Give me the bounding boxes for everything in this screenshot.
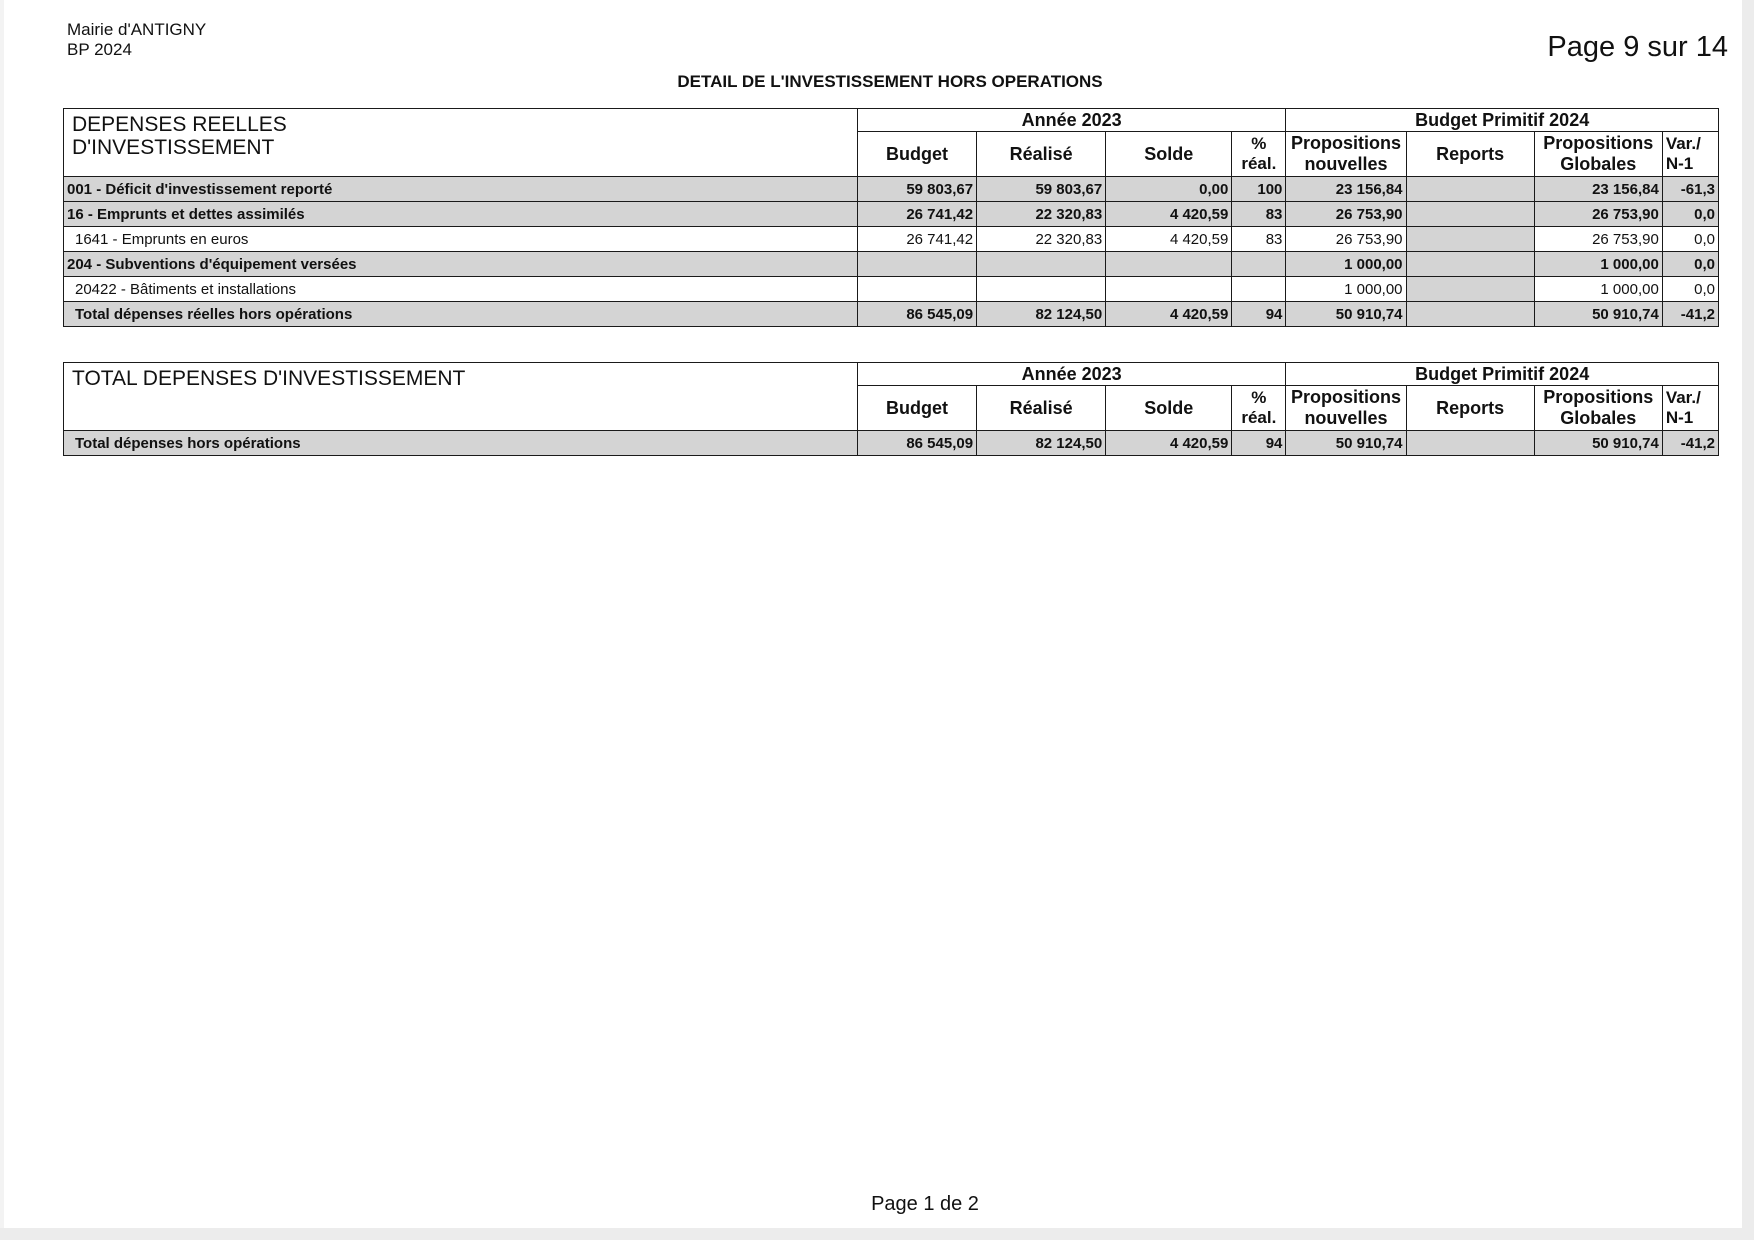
- cell-prop-new: 1 000,00: [1286, 252, 1406, 277]
- cell-var: 0,0: [1662, 227, 1718, 252]
- cell-solde: [1106, 252, 1232, 277]
- row-label: 204 - Subventions d'équipement versées: [64, 252, 858, 277]
- col-header-budget: Budget: [857, 386, 976, 431]
- section-title-line-2: D'INVESTISSEMENT: [72, 136, 275, 159]
- document-name: BP 2024: [67, 40, 132, 59]
- row-label: Total dépenses hors opérations: [64, 431, 858, 456]
- section-title-line-1: DEPENSES REELLES: [72, 113, 287, 136]
- group-header-row: [64, 363, 1719, 386]
- organization-name: Mairie d'ANTIGNY: [67, 20, 207, 39]
- col-header-prop-new-1: Propositions: [1290, 133, 1401, 153]
- cell-prop-glob: 1 000,00: [1534, 252, 1662, 277]
- cell-solde: 4 420,59: [1106, 202, 1232, 227]
- col-header-prop-glob-1: Propositions: [1543, 387, 1654, 407]
- group-header-bp2024: Budget Primitif 2024: [1286, 363, 1719, 386]
- cell-solde: [1106, 277, 1232, 302]
- col-header-prop-glob-2: Globales: [1560, 408, 1637, 428]
- col-header-prop-new: [1286, 132, 1406, 177]
- cell-pct: 94: [1232, 302, 1286, 327]
- table-row: [64, 252, 1719, 277]
- col-header-prop-glob: [1534, 386, 1662, 431]
- cell-prop-new: 1 000,00: [1286, 277, 1406, 302]
- cell-reports: [1406, 227, 1534, 252]
- cell-prop-new: 50 910,74: [1286, 302, 1406, 327]
- cell-budget: 26 741,42: [857, 227, 976, 252]
- scan-edge-left: [0, 0, 4, 1240]
- cell-var: 0,0: [1662, 202, 1718, 227]
- cell-solde: 4 420,59: [1106, 227, 1232, 252]
- cell-prop-glob: 50 910,74: [1534, 302, 1662, 327]
- col-header-realise: Réalisé: [977, 386, 1106, 431]
- cell-prop-new: 23 156,84: [1286, 177, 1406, 202]
- cell-prop-glob: 1 000,00: [1534, 277, 1662, 302]
- cell-budget: [857, 252, 976, 277]
- col-header-prop-new: [1286, 386, 1406, 431]
- cell-realise: [977, 277, 1106, 302]
- col-header-pct-real-1: %: [1251, 388, 1267, 407]
- scan-edge-bottom: [0, 1228, 1754, 1240]
- cell-reports: [1406, 202, 1534, 227]
- col-header-prop-new-2: nouvelles: [1304, 408, 1388, 428]
- cell-pct: 83: [1232, 202, 1286, 227]
- real-expenses-table: [63, 108, 1719, 327]
- col-header-var-1: Var./: [1665, 134, 1701, 153]
- col-header-var-2: N-1: [1665, 154, 1694, 173]
- cell-realise: 82 124,50: [977, 431, 1106, 456]
- cell-reports: [1406, 252, 1534, 277]
- section-title: [64, 109, 858, 177]
- cell-solde: 4 420,59: [1106, 431, 1232, 456]
- section-title: TOTAL DEPENSES D'INVESTISSEMENT: [64, 363, 858, 431]
- cell-var: -41,2: [1662, 302, 1718, 327]
- cell-solde: 0,00: [1106, 177, 1232, 202]
- col-header-pct-real: [1232, 132, 1286, 177]
- total-row: [64, 302, 1719, 327]
- cell-prop-glob: 26 753,90: [1534, 227, 1662, 252]
- col-header-prop-new-1: Propositions: [1290, 387, 1401, 407]
- scan-edge-right: [1742, 0, 1754, 1240]
- row-label: 20422 - Bâtiments et installations: [64, 277, 858, 302]
- col-header-realise: Réalisé: [977, 132, 1106, 177]
- col-header-var: [1662, 386, 1718, 431]
- col-header-prop-glob-1: Propositions: [1543, 133, 1654, 153]
- table-row: [64, 227, 1719, 252]
- page-number: Page 9 sur 14: [1547, 31, 1728, 63]
- cell-realise: 59 803,67: [977, 177, 1106, 202]
- table-row: [64, 277, 1719, 302]
- cell-var: 0,0: [1662, 277, 1718, 302]
- cell-realise: [977, 252, 1106, 277]
- row-label: 1641 - Emprunts en euros: [64, 227, 858, 252]
- cell-prop-glob: 23 156,84: [1534, 177, 1662, 202]
- cell-pct: [1232, 252, 1286, 277]
- cell-var: -61,3: [1662, 177, 1718, 202]
- col-header-var-2: N-1: [1665, 408, 1694, 427]
- cell-reports: [1406, 177, 1534, 202]
- col-header-var-1: Var./: [1665, 388, 1701, 407]
- cell-var: 0,0: [1662, 252, 1718, 277]
- cell-realise: 22 320,83: [977, 202, 1106, 227]
- table-row: [64, 202, 1719, 227]
- cell-budget: 59 803,67: [857, 177, 976, 202]
- cell-pct: 83: [1232, 227, 1286, 252]
- col-header-pct-real-2: réal.: [1241, 154, 1277, 173]
- col-header-var: [1662, 132, 1718, 177]
- cell-prop-glob: 50 910,74: [1534, 431, 1662, 456]
- cell-pct: 94: [1232, 431, 1286, 456]
- cell-reports: [1406, 431, 1534, 456]
- cell-budget: [857, 277, 976, 302]
- col-header-pct-real-1: %: [1251, 134, 1267, 153]
- cell-pct: [1232, 277, 1286, 302]
- col-header-pct-real: [1232, 386, 1286, 431]
- total-row: [64, 431, 1719, 456]
- cell-prop-new: 26 753,90: [1286, 202, 1406, 227]
- cell-solde: 4 420,59: [1106, 302, 1232, 327]
- group-header-2023: Année 2023: [857, 109, 1285, 132]
- table-row: [64, 177, 1719, 202]
- cell-prop-glob: 26 753,90: [1534, 202, 1662, 227]
- cell-prop-new: 26 753,90: [1286, 227, 1406, 252]
- cell-realise: 82 124,50: [977, 302, 1106, 327]
- cell-reports: [1406, 277, 1534, 302]
- col-header-solde: Solde: [1106, 386, 1232, 431]
- cell-realise: 22 320,83: [977, 227, 1106, 252]
- row-label: 001 - Déficit d'investissement reporté: [64, 177, 858, 202]
- col-header-budget: Budget: [857, 132, 976, 177]
- col-header-prop-glob: [1534, 132, 1662, 177]
- cell-reports: [1406, 302, 1534, 327]
- document-title: DETAIL DE L'INVESTISSEMENT HORS OPERATIONS: [677, 72, 1103, 91]
- col-header-prop-new-2: nouvelles: [1304, 154, 1388, 174]
- footer-page-number: Page 1 de 2: [871, 1193, 979, 1215]
- col-header-pct-real-2: réal.: [1241, 408, 1277, 427]
- col-header-reports: Reports: [1406, 386, 1534, 431]
- col-header-prop-glob-2: Globales: [1560, 154, 1637, 174]
- group-header-2023: Année 2023: [857, 363, 1285, 386]
- total-expenses-table: [63, 362, 1719, 456]
- cell-budget: 86 545,09: [857, 302, 976, 327]
- col-header-solde: Solde: [1106, 132, 1232, 177]
- cell-var: -41,2: [1662, 431, 1718, 456]
- group-header-bp2024: Budget Primitif 2024: [1286, 109, 1719, 132]
- cell-prop-new: 50 910,74: [1286, 431, 1406, 456]
- cell-budget: 26 741,42: [857, 202, 976, 227]
- row-label: 16 - Emprunts et dettes assimilés: [64, 202, 858, 227]
- col-header-reports: Reports: [1406, 132, 1534, 177]
- cell-pct: 100: [1232, 177, 1286, 202]
- group-header-row: [64, 109, 1719, 132]
- row-label: Total dépenses réelles hors opérations: [64, 302, 858, 327]
- cell-budget: 86 545,09: [857, 431, 976, 456]
